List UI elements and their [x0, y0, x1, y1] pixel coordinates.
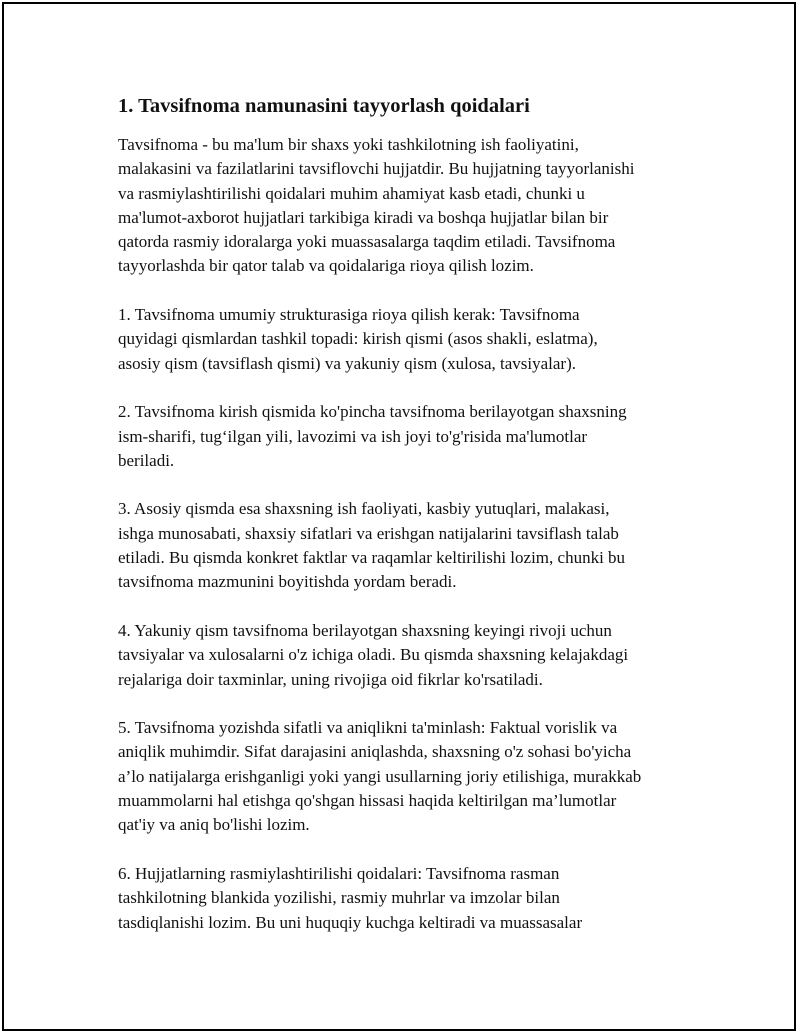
- text-line: muammolarni hal etishga qo'shgan hissasi haqida keltirilgan ma’lumotlar: [118, 791, 617, 811]
- text-line: tashkilotning blankida yozilishi, rasmiy muhrlar va imzolar bilan: [118, 888, 560, 908]
- paragraph-4: [118, 497, 718, 594]
- text-line: aniqlik muhimdir. Sifat darajasini aniqlashda, shaxsning o'z sohasi bo'yicha: [118, 742, 632, 762]
- text-line: Tavsifnoma - bu ma'lum bir shaxs yoki tashkilotning ish faoliyatini,: [118, 135, 579, 154]
- text-line: 3. Asosiy qismda esa shaxsning ish faoliyati, kasbiy yutuqlari, malakasi,: [118, 499, 610, 519]
- text-line: ishga munosabati, shaxsiy sifatlari va erishgan natijalarini tavsiflash talab: [118, 523, 619, 543]
- paragraph-2: [118, 303, 718, 376]
- text-line: 6. Hujjatlarning rasmiylashtirilishi qoidalari: Tavsifnoma rasman: [118, 863, 560, 883]
- text-line: rejalariga doir taxminlar, uning rivojiga oid fikrlar ko'rsatiladi.: [118, 669, 543, 689]
- paragraph-list: [118, 133, 718, 935]
- paragraph-6: [118, 716, 718, 837]
- text-line: malakasini va fazilatlarini tavsiflovchi hujjatdir. Bu hujjatning tayyorlanishi: [118, 159, 635, 179]
- paragraph-1: [118, 133, 718, 279]
- text-line: etiladi. Bu qismda konkret faktlar va raqamlar keltirilishi lozim, chunki bu: [118, 548, 626, 568]
- text-line: beriladi.: [118, 450, 175, 470]
- document-body: [118, 92, 718, 959]
- text-line: tavsiyalar va xulosalarni o'z ichiga oladi. Bu qismda shaxsning kelajakdagi: [118, 645, 629, 665]
- text-line: quyidagi qismlardan tashkil topadi: kirish qismi (asos shakli, eslatma),: [118, 329, 598, 349]
- text-line: qatorda rasmiy idoralarga yoki muassasalarga taqdim etiladi. Tavsifnoma: [118, 232, 616, 252]
- text-line: a’lo natijalarga erishganligi yoki yangi usullarning joriy etilishiga, murakkab: [118, 766, 642, 786]
- text-line: ism-sharifi, tug‘ilgan yili, lavozimi va ish joyi to'g'risida ma'lumotlar: [118, 426, 588, 446]
- text-line: 2. Tavsifnoma kirish qismida ko'pincha tavsifnoma berilayotgan shaxsning: [118, 402, 627, 422]
- paragraph-7: [118, 862, 718, 935]
- text-line: va rasmiylashtirilishi qoidalari muhim ahamiyat kasb etadi, chunki u: [118, 183, 585, 203]
- paragraph-3: [118, 400, 718, 473]
- text-line: qat'iy va aniq bo'lishi lozim.: [118, 815, 310, 835]
- text-line: tavsifnoma mazmunini boyitishda yordam beradi.: [118, 572, 457, 592]
- text-line: 1. Tavsifnoma umumiy strukturasiga rioya qilish kerak: Tavsifnoma: [118, 305, 580, 325]
- text-line: 5. Tavsifnoma yozishda sifatli va aniqlikni ta'minlash: Faktual vorislik va: [118, 718, 618, 738]
- paragraph-5: [118, 619, 718, 692]
- text-line: 4. Yakuniy qism tavsifnoma berilayotgan shaxsning keyingi rivoji uchun: [118, 620, 612, 640]
- document-title: 1. Tavsifnoma namunasini tayyorlash qoidalari: [118, 95, 530, 117]
- text-line: tasdiqlanishi lozim. Bu uni huquqiy kuchga keltiradi va muassasalar: [118, 912, 583, 932]
- text-line: ma'lumot-axborot hujjatlari tarkibiga kiradi va boshqa hujjatlar bilan bir: [118, 207, 609, 227]
- text-line: tayyorlashda bir qator talab va qoidalariga rioya qilish lozim.: [118, 256, 534, 276]
- text-line: asosiy qism (tavsiflash qismi) va yakuniy qism (xulosa, tavsiyalar).: [118, 353, 576, 373]
